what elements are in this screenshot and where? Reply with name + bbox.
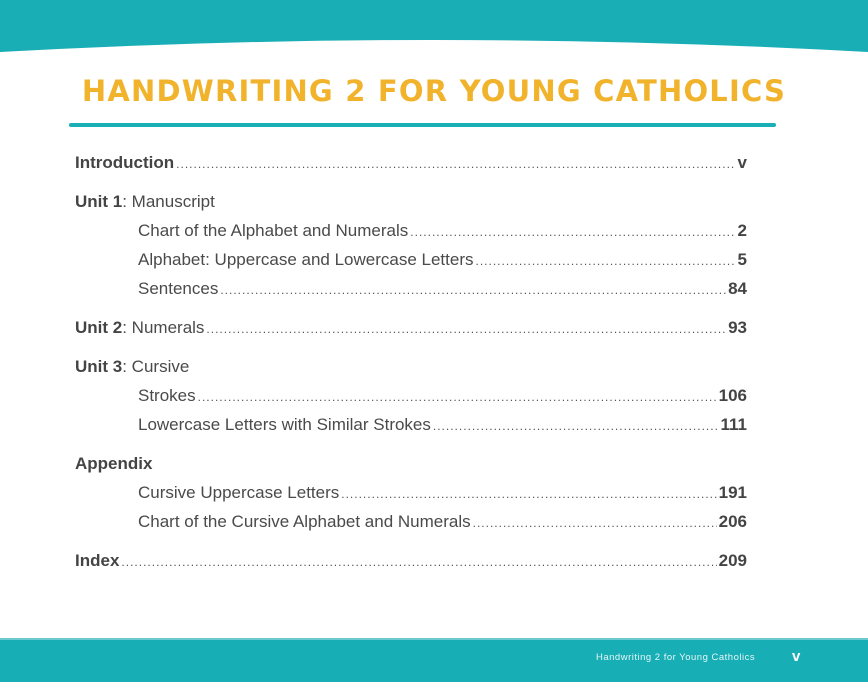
dot-leader: [473, 509, 717, 538]
page-number: 106: [718, 386, 747, 405]
toc-heading-unit-3: Unit 3: Cursive: [75, 357, 190, 376]
toc-entry-index[interactable]: Index ..... 209: [75, 546, 747, 575]
footer-book-title: Handwriting 2 for Young Catholics: [596, 652, 756, 663]
page-number: 2: [737, 221, 747, 240]
page-number: v: [737, 153, 747, 172]
title-underline: [69, 123, 776, 127]
table-of-contents: [75, 148, 747, 575]
toc-entry-cursive-uppercase[interactable]: Cursive Uppercase Letters ..... 191: [75, 478, 747, 507]
toc-entry-introduction[interactable]: Introduction ..... v: [75, 148, 747, 177]
toc-heading-unit-1: Unit 1: Manuscript: [75, 192, 215, 211]
page-number: 191: [718, 483, 747, 502]
page-number: 5: [737, 250, 747, 269]
dot-leader: [341, 480, 716, 509]
footer-band: [0, 638, 868, 682]
toc-entry-strokes[interactable]: Strokes ..... 106: [75, 381, 747, 410]
toc-entry-chart-alphabet[interactable]: Chart of the Alphabet and Numerals ..... 2: [75, 216, 747, 245]
dot-leader: [198, 383, 717, 412]
book-title: HANDWRITING 2 FOR YOUNG CATHOLICS: [81, 74, 787, 108]
page-number: 206: [718, 512, 747, 531]
toc-entry-cursive-chart[interactable]: Chart of the Cursive Alphabet and Numerals ..... 206: [75, 507, 747, 536]
page-number: 93: [728, 318, 747, 337]
page-number: 209: [718, 551, 747, 570]
dot-leader: [206, 315, 726, 344]
page-number: 111: [720, 415, 747, 434]
dot-leader: [410, 218, 735, 247]
toc-entry-unit-2[interactable]: Unit 2: Numerals ..... 93: [75, 313, 747, 342]
top-teal-band: [0, 0, 868, 60]
page-number: 84: [728, 279, 747, 298]
toc-entry-alphabet-letters[interactable]: Alphabet: Uppercase and Lowercase Letters ..... 5: [75, 245, 747, 274]
toc-heading-appendix: Appendix: [75, 454, 153, 473]
toc-entry-sentences[interactable]: Sentences ..... 84: [75, 274, 747, 303]
dot-leader: [121, 548, 716, 577]
dot-leader: [475, 247, 735, 276]
dot-leader: [433, 412, 719, 441]
toc-entry-lowercase-similar[interactable]: Lowercase Letters with Similar Strokes ..... 111: [75, 410, 747, 439]
dot-leader: [176, 150, 735, 179]
dot-leader: [220, 276, 726, 305]
footer-page-number: v: [792, 648, 801, 665]
